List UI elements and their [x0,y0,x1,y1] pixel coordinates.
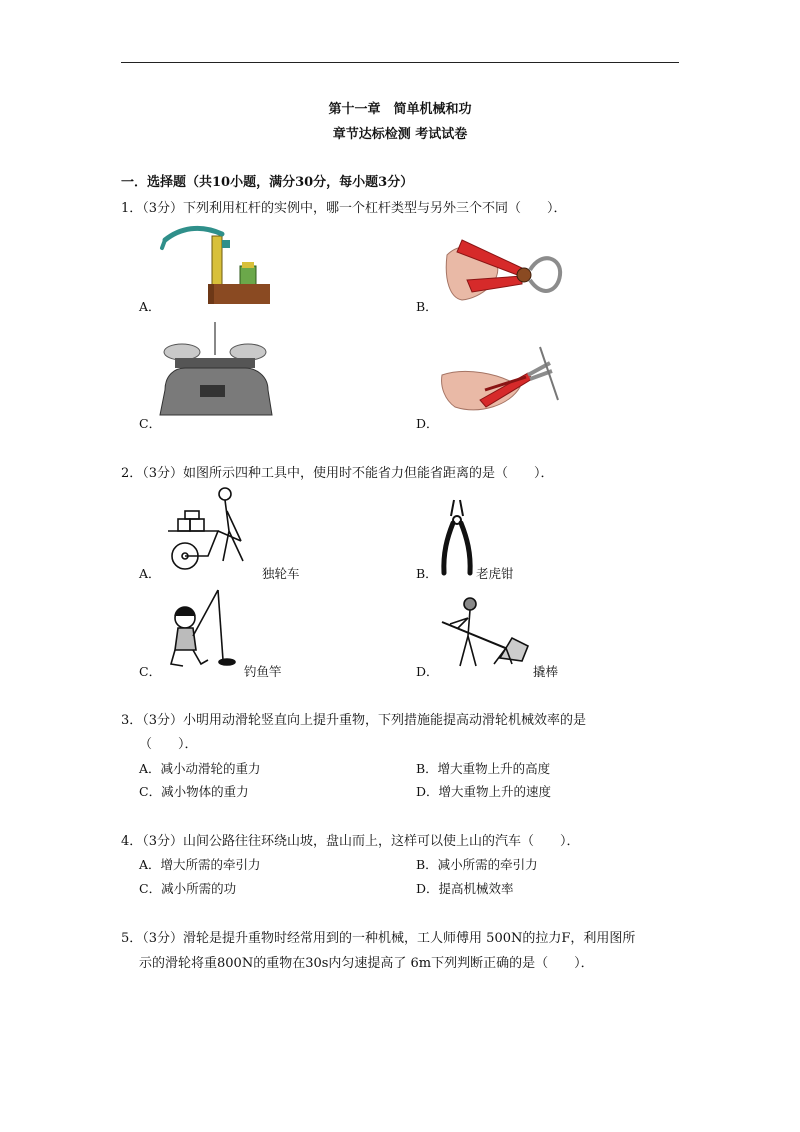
question-3-stem-line1: 3．（3分）小明用动滑轮竖直向上提升重物，下列措施能提高动滑轮机械效率的是 [121,713,587,728]
page-subtitle: 章节达标检测 考试试卷 [332,127,468,142]
page-title: 第十一章 简单机械和功 [328,102,472,117]
q4-option-c: C．减小所需的功 [139,881,237,896]
question-5-stem-line2: 示的滑轮将重800N的重物在30s内匀速提高了 6m下列判断正确的是（ ）． [139,956,594,971]
question-2-stem: 2．（3分）如图所示四种工具中，使用时不能省力但能省距离的是（ ）． [121,466,554,481]
q2-option-c-label: C． [139,664,162,679]
q2-option-d-label: D． [416,664,439,679]
question-1-stem: 1．（3分）下列利用杠杆的实例中，哪一个杠杆类型与另外三个不同（ ）． [121,201,567,216]
vise-pliers-icon [437,498,477,578]
q3-option-d: D．增大重物上升的速度 [416,784,552,799]
q2-option-a-label: A． [139,566,161,581]
q1-option-d-label: D． [416,416,439,431]
pump-lever-icon [160,222,275,307]
pliers-icon [440,345,570,430]
q4-option-b: B．减小所需的牵引力 [416,857,538,872]
q1-option-c-label: C． [139,416,162,431]
section-heading: 一．选择题（共10小题，满分30分，每小题3分） [121,175,414,190]
wheelbarrow-icon [163,486,263,576]
q2-caption-b: 老虎钳 [476,566,514,581]
q1-option-a-label: A． [139,299,161,314]
nutcracker-icon [442,220,567,310]
q3-option-b: B．增大重物上升的高度 [416,761,551,776]
crowbar-icon [440,596,535,671]
q2-caption-a: 独轮车 [262,566,300,581]
fishing-rod-icon [163,588,248,673]
question-5-stem-line1: 5．（3分）滑轮是提升重物时经常用到的一种机械，工人师傅用 500N的拉力F，利用图所 [121,931,636,946]
balance-scale-icon [160,320,275,425]
q4-option-d: D．提高机械效率 [416,881,514,896]
q2-option-b-label: B． [416,566,438,581]
top-rule [121,62,679,63]
q3-option-a: A．减小动滑轮的重力 [139,761,261,776]
q1-option-b-label: B． [416,299,438,314]
q2-caption-c: 钓鱼竿 [244,664,282,679]
question-3-stem-line2: （ ）． [139,737,198,752]
q4-option-a: A．增大所需的牵引力 [139,857,261,872]
question-4-stem: 4．（3分）山间公路往往环绕山坡，盘山而上，这样可以使上山的汽车（ ）． [121,834,580,849]
q2-caption-d: 撬棒 [533,664,559,679]
q3-option-c: C．减小物体的重力 [139,784,249,799]
